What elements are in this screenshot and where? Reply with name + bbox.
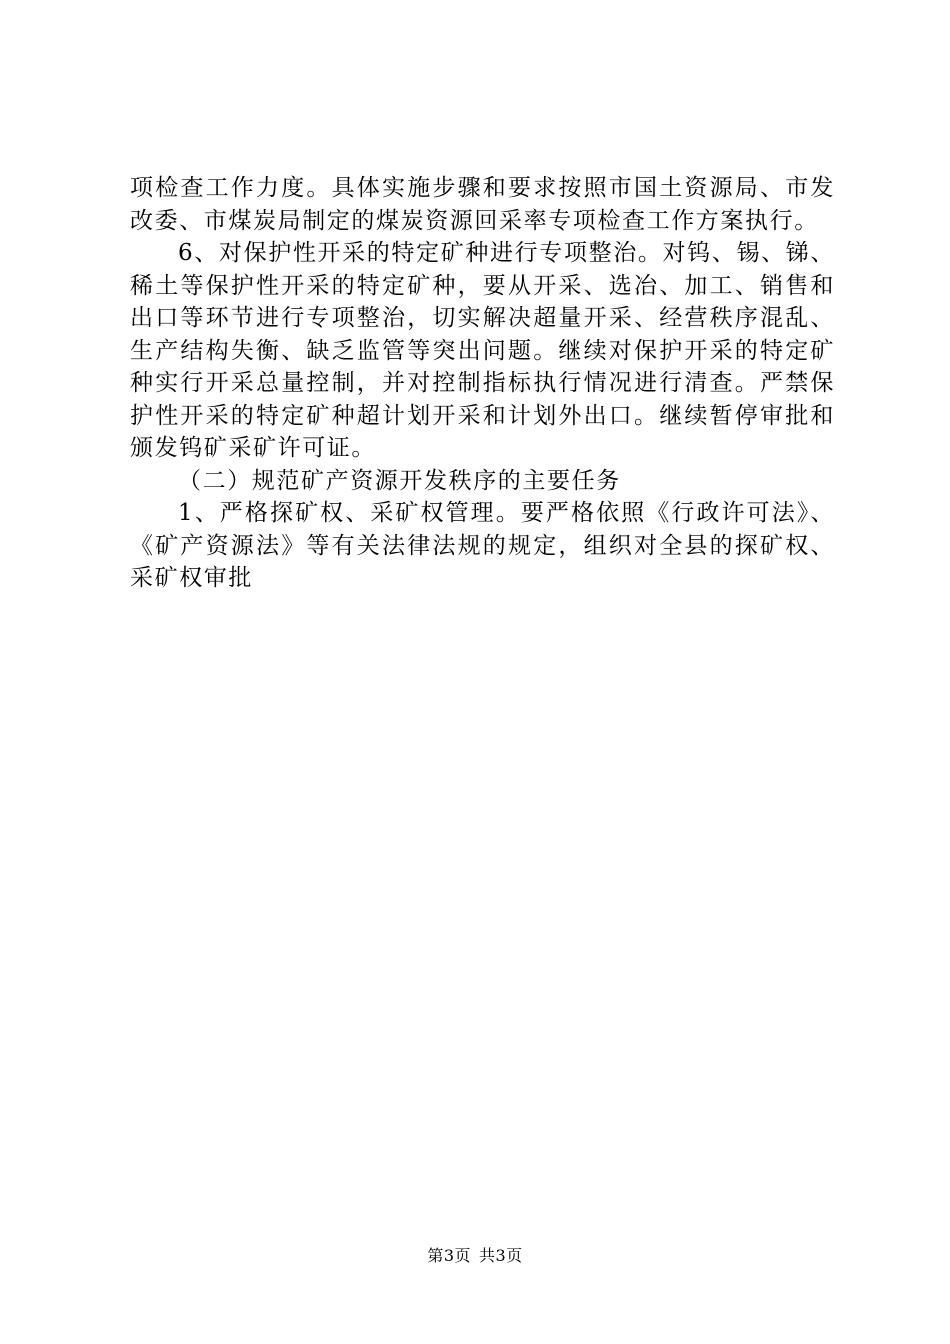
page-total: 共3页 (479, 1246, 523, 1265)
page-footer (0, 1243, 950, 1266)
paragraph-continuation: 项检查工作力度。具体实施步骤和要求按照市国土资源局、市发改委、市煤炭局制定的煤炭资源回采率专项检查工作方案执行。 (130, 175, 835, 234)
document-body (130, 172, 835, 595)
paragraph-item-1: 1、严格探矿权、采矿权管理。要严格依照《行政许可法》、《矿产资源法》等有关法律法规的规定，组织对全县的探矿权、采矿权审批 (130, 500, 835, 591)
paragraph-item-6: 6、对保护性开采的特定矿种进行专项整治。对钨、锡、锑、稀土等保护性开采的特定矿种，要从开采、选冶、加工、销售和出口等环节进行专项整治，切实解决超量开采、经营秩序混乱、生产结构失衡、缺乏监管等突出问题。继续对保护开采的特定矿种实行开采总量控制，并对控制指标执行情况进行清查。严禁保护性开采的特定矿种超计划开采和计划外出口。继续暂停审批和颁发钨矿采矿许可证。 (130, 240, 835, 461)
section-heading: （二）规范矿产资源开发秩序的主要任务 (178, 467, 621, 494)
page-number: 第3页 (427, 1246, 471, 1265)
